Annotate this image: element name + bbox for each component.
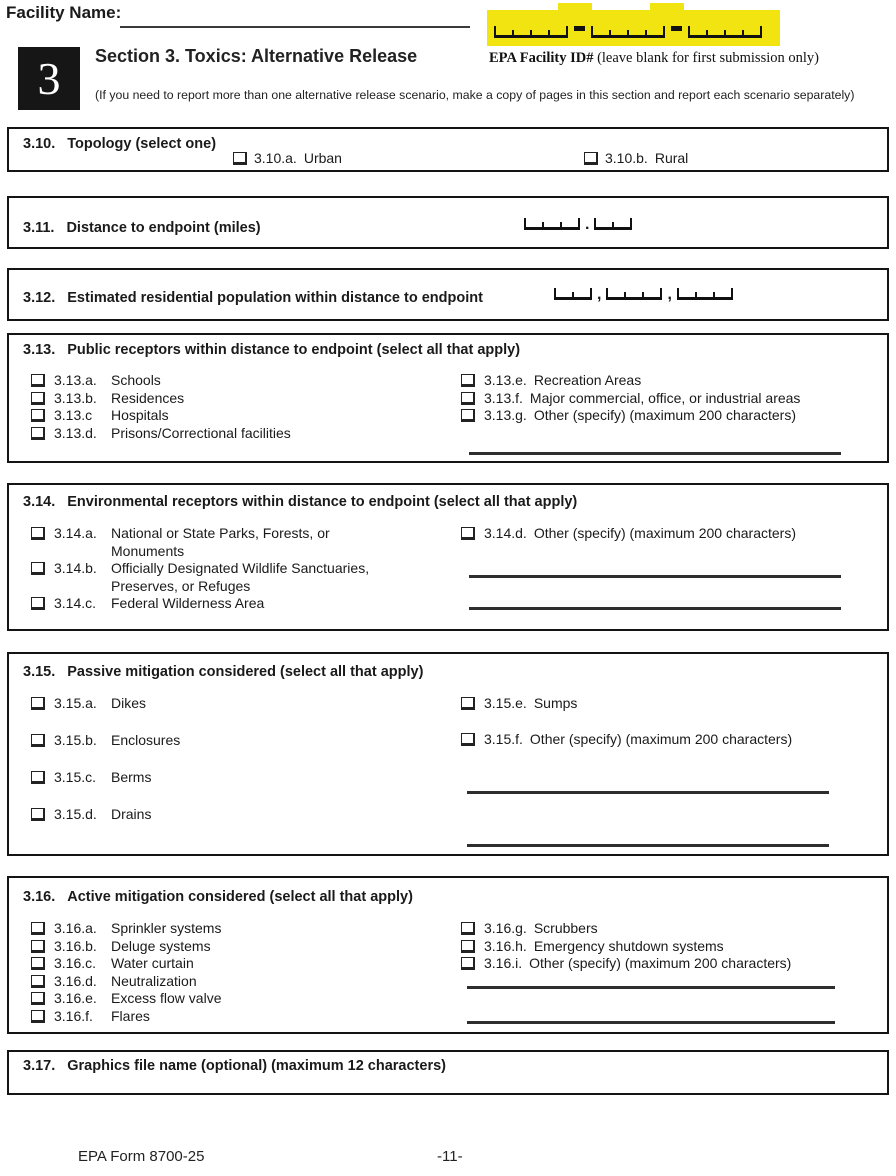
section-3-15-box <box>7 652 889 856</box>
digit-cell[interactable] <box>542 222 560 227</box>
checkbox-3-16-d[interactable] <box>31 975 45 988</box>
section-3-14-right-column <box>461 525 796 543</box>
comb-end-tick <box>663 26 665 35</box>
section-3-14-left-column <box>31 525 369 613</box>
digit-cell[interactable] <box>524 218 542 227</box>
section-3-12-header: 3.12. Estimated residential population within distance to endpoint <box>23 290 483 306</box>
digit-group[interactable] <box>606 288 662 300</box>
digit-group[interactable] <box>688 26 762 38</box>
checkbox-item-other: 3.14.d. Other (specify) (maximum 200 characters) <box>461 525 796 543</box>
checkbox-item-major-commercial: 3.13.f. Major commercial, office, or industrial areas <box>461 390 800 408</box>
section-3-17-header: 3.17. Graphics file name (optional) (maximum 12 characters) <box>23 1058 446 1074</box>
digit-group[interactable] <box>591 26 665 38</box>
section-3-16-box <box>7 876 889 1034</box>
comb-separator <box>671 26 682 31</box>
section-subtitle: (If you need to report more than one alternative release scenario, make a copy of pages in this section and report each scenario separately) <box>95 88 855 102</box>
digit-group[interactable] <box>554 288 592 300</box>
comb-end-tick <box>566 26 568 35</box>
checkbox-item-wildlife-sanctuaries: 3.14.b. Officially Designated Wildlife Sanctuaries, Preserves, or Refuges <box>31 560 369 595</box>
checkbox-item-berms: 3.15.c. Berms <box>31 769 151 787</box>
checkbox-3-15-f[interactable] <box>461 733 475 746</box>
checkbox-3-13-f[interactable] <box>461 392 475 405</box>
checkbox-3-13-b[interactable] <box>31 392 45 405</box>
section-number-badge: 3 <box>18 47 80 110</box>
section-3-13-right-column <box>461 372 800 425</box>
comb-separator: , <box>667 286 672 303</box>
facility-name-label: Facility Name: <box>6 3 122 22</box>
section-3-14-box <box>7 483 889 631</box>
checkbox-item-deluge-systems: 3.16.b. Deluge systems <box>31 938 221 956</box>
checkbox-item-parks-forests: 3.14.a. National or State Parks, Forests, or Monuments <box>31 525 369 560</box>
digit-cell[interactable] <box>548 30 566 35</box>
checkbox-item-water-curtain: 3.16.c. Water curtain <box>31 955 221 973</box>
checkbox-3-15-b[interactable] <box>31 734 45 747</box>
section-3-16-left-column <box>31 920 221 1025</box>
checkbox-3-10-b[interactable] <box>584 152 598 165</box>
digit-cell[interactable] <box>560 222 578 227</box>
epa-facility-id-note: (leave blank for first submission only) <box>593 50 819 66</box>
population-field[interactable] <box>554 286 733 303</box>
checkbox-3-16-e[interactable] <box>31 992 45 1005</box>
checkbox-3-15-e[interactable] <box>461 697 475 710</box>
checkbox-item-hospitals: 3.13.c Hospitals <box>31 407 291 425</box>
other-specify-writein-line[interactable] <box>469 575 841 578</box>
digit-cell[interactable] <box>572 292 590 297</box>
comb-end-tick <box>630 218 632 227</box>
digit-cell[interactable] <box>688 26 706 35</box>
other-specify-writein-line[interactable] <box>467 1021 835 1024</box>
digit-cell[interactable] <box>609 30 627 35</box>
comb-end-tick <box>760 26 762 35</box>
checkbox-item-prisons: 3.13.d. Prisons/Correctional facilities <box>31 425 291 443</box>
digit-group[interactable] <box>524 218 580 230</box>
checkbox-3-15-c[interactable] <box>31 771 45 784</box>
comb-separator: , <box>597 286 602 303</box>
epa-facility-id-highlight <box>487 10 780 46</box>
other-specify-writein-line[interactable] <box>467 986 835 989</box>
checkbox-3-10-a[interactable] <box>233 152 247 165</box>
checkbox-3-13-g[interactable] <box>461 409 475 422</box>
comb-separator <box>574 26 585 31</box>
checkbox-3-16-c[interactable] <box>31 957 45 970</box>
digit-cell[interactable] <box>706 30 724 35</box>
section-title: Section 3. Toxics: Alternative Release <box>95 46 418 66</box>
digit-cell[interactable] <box>677 288 695 297</box>
checkbox-3-13-e[interactable] <box>461 374 475 387</box>
digit-cell[interactable] <box>494 26 512 35</box>
comb-separator: . <box>585 216 590 233</box>
checkbox-item-recreation-areas: 3.13.e. Recreation Areas <box>461 372 800 390</box>
comb-end-tick <box>578 218 580 227</box>
footer-page-number: -11- <box>437 1148 463 1165</box>
section-3-11-header: 3.11. Distance to endpoint (miles) <box>23 220 261 236</box>
epa-facility-id-field[interactable] <box>494 26 762 38</box>
digit-cell[interactable] <box>627 30 645 35</box>
checkbox-item-drains: 3.15.d. Drains <box>31 806 151 824</box>
other-specify-writein-line[interactable] <box>469 452 841 455</box>
digit-group[interactable] <box>494 26 568 38</box>
digit-cell[interactable] <box>742 30 760 35</box>
checkbox-3-16-b[interactable] <box>31 940 45 953</box>
section-3-10-header: 3.10. Topology (select one) <box>23 136 217 152</box>
checkbox-3-14-b[interactable] <box>31 562 45 575</box>
section-3-16-header: 3.16. Active mitigation considered (select all that apply) <box>23 889 413 905</box>
checkbox-item-dikes: 3.15.a. Dikes <box>31 695 146 713</box>
checkbox-item-residences: 3.13.b. Residences <box>31 390 291 408</box>
checkbox-3-14-d[interactable] <box>461 527 475 540</box>
digit-group[interactable] <box>677 288 733 300</box>
section-3-17-box[interactable] <box>7 1050 889 1095</box>
digit-cell[interactable] <box>713 292 731 297</box>
checkbox-item-sumps: 3.15.e. Sumps <box>461 695 577 713</box>
checkbox-3-16-a[interactable] <box>31 922 45 935</box>
checkbox-item-federal-wilderness: 3.14.c. Federal Wilderness Area <box>31 595 369 613</box>
digit-cell[interactable] <box>512 30 530 35</box>
checkbox-3-16-i[interactable] <box>461 957 475 970</box>
checkbox-item-other: 3.13.g. Other (specify) (maximum 200 characters) <box>461 407 800 425</box>
digit-group[interactable] <box>594 218 632 230</box>
checkbox-item-excess-flow-valve: 3.16.e. Excess flow valve <box>31 990 221 1008</box>
checkbox-3-13-c[interactable] <box>31 409 45 422</box>
checkbox-item-rural: 3.10.b. Rural <box>584 150 688 168</box>
digit-cell[interactable] <box>695 292 713 297</box>
checkbox-item-emergency-shutdown: 3.16.h. Emergency shutdown systems <box>461 938 791 956</box>
highlight-bump <box>650 3 684 13</box>
section-3-16-right-column <box>461 920 791 973</box>
digit-cell[interactable] <box>594 218 612 227</box>
footer-form-number: EPA Form 8700-25 <box>78 1148 205 1165</box>
section-3-14-header: 3.14. Environmental receptors within distance to endpoint (select all that apply) <box>23 494 578 510</box>
comb-end-tick <box>590 288 592 297</box>
comb-end-tick <box>731 288 733 297</box>
digit-cell[interactable] <box>606 288 624 297</box>
digit-cell[interactable] <box>612 222 630 227</box>
checkbox-3-16-h[interactable] <box>461 940 475 953</box>
other-specify-writein-line[interactable] <box>467 791 829 794</box>
checkbox-3-16-f[interactable] <box>31 1010 45 1023</box>
epa-facility-id-caption <box>489 50 819 67</box>
checkbox-item-enclosures: 3.15.b. Enclosures <box>31 732 180 750</box>
checkbox-3-13-d[interactable] <box>31 427 45 440</box>
checkbox-3-16-g[interactable] <box>461 922 475 935</box>
checkbox-item-sprinkler-systems: 3.16.a. Sprinkler systems <box>31 920 221 938</box>
epa-facility-id-label: EPA Facility ID# <box>489 50 594 66</box>
checkbox-item-flares: 3.16.f. Flares <box>31 1008 221 1026</box>
distance-to-endpoint-field[interactable] <box>524 216 632 233</box>
checkbox-3-14-c[interactable] <box>31 597 45 610</box>
facility-name-input-line[interactable] <box>120 26 470 28</box>
digit-cell[interactable] <box>591 26 609 35</box>
checkbox-item-other: 3.15.f. Other (specify) (maximum 200 characters) <box>461 731 792 749</box>
checkbox-item-urban: 3.10.a. Urban <box>233 150 342 168</box>
checkbox-3-15-d[interactable] <box>31 808 45 821</box>
checkbox-3-15-a[interactable] <box>31 697 45 710</box>
checkbox-3-13-a[interactable] <box>31 374 45 387</box>
section-3-13-box <box>7 333 889 463</box>
checkbox-item-neutralization: 3.16.d. Neutralization <box>31 973 221 991</box>
section-3-13-left-column <box>31 372 291 442</box>
digit-cell[interactable] <box>724 30 742 35</box>
section-3-10-box <box>7 127 889 172</box>
section-3-12-box <box>7 268 889 321</box>
digit-cell[interactable] <box>642 292 660 297</box>
comb-end-tick <box>660 288 662 297</box>
other-specify-writein-line[interactable] <box>469 607 841 610</box>
section-3-13-header: 3.13. Public receptors within distance to endpoint (select all that apply) <box>23 342 521 358</box>
checkbox-item-schools: 3.13.a. Schools <box>31 372 291 390</box>
checkbox-item-scrubbers: 3.16.g. Scrubbers <box>461 920 791 938</box>
digit-cell[interactable] <box>645 30 663 35</box>
digit-cell[interactable] <box>554 288 572 297</box>
section-3-11-box <box>7 196 889 249</box>
section-3-15-header: 3.15. Passive mitigation considered (select all that apply) <box>23 664 424 680</box>
digit-cell[interactable] <box>530 30 548 35</box>
checkbox-3-14-a[interactable] <box>31 527 45 540</box>
digit-cell[interactable] <box>624 292 642 297</box>
checkbox-item-other: 3.16.i. Other (specify) (maximum 200 characters) <box>461 955 791 973</box>
highlight-bump <box>558 3 592 13</box>
other-specify-writein-line[interactable] <box>467 844 829 847</box>
